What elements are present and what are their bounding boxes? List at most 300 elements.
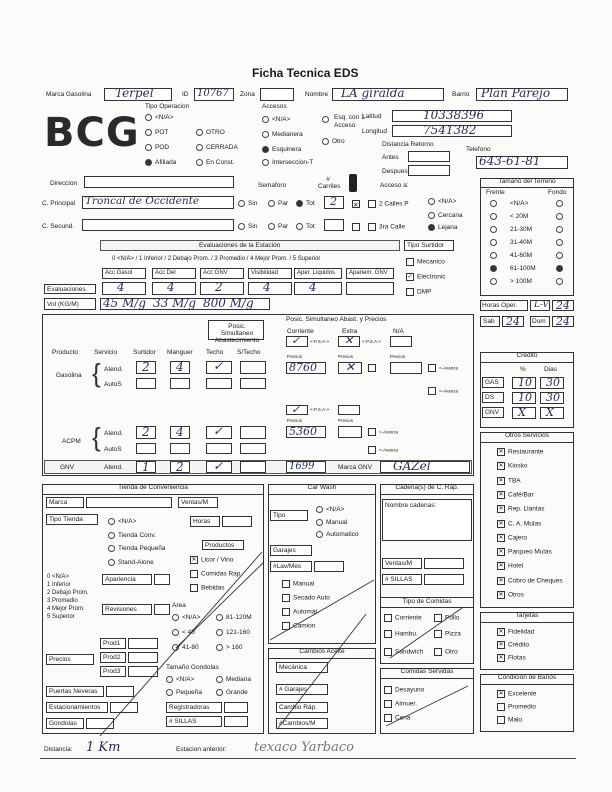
acpm-precio-2[interactable] — [338, 426, 362, 438]
acpm-surtidor-field[interactable]: 2 — [136, 426, 156, 439]
cadena-ventas-field[interactable] — [424, 558, 464, 569]
cw-check-2[interactable]: Automát. — [282, 608, 319, 616]
gondolas-field[interactable] — [86, 718, 114, 729]
checkbox-icon — [428, 387, 436, 395]
nombre-cadenas-field[interactable]: Nombre cadenas: — [382, 499, 472, 541]
acpm-precio-1[interactable]: 5360 — [286, 426, 326, 438]
semaforo-check[interactable] — [352, 200, 363, 208]
area-option-5[interactable]: > 160 — [216, 644, 242, 651]
checkbox-checked-icon: ✕ — [498, 477, 504, 484]
gasolina-stecho-autos[interactable] — [240, 378, 266, 389]
radio-icon — [196, 144, 203, 151]
c-secund-field[interactable] — [82, 219, 234, 231]
evaluaciones-title: Evaluaciones de la Estación — [199, 242, 281, 249]
tamano-option-3[interactable]: Grande — [216, 689, 248, 696]
acpm-surtidor-autos[interactable] — [136, 443, 156, 454]
comida-1[interactable]: Pollo — [434, 614, 459, 622]
gasolina-avanza-1[interactable]: <-Avanza — [428, 364, 458, 372]
eval-value-4[interactable]: 4 — [294, 282, 342, 295]
brace-icon: { — [92, 422, 101, 452]
radio-icon — [196, 159, 203, 166]
credito-dias-1[interactable]: 30 — [540, 392, 564, 404]
distancia-retorno-label: Distancia Retorno — [382, 141, 434, 148]
otros-servicio-7[interactable]: ✕ Parqueo Mulas — [498, 548, 552, 556]
acpm-techo-field[interactable]: ✓ — [206, 426, 232, 439]
checkbox-icon — [384, 648, 392, 656]
acpm-stecho-autos[interactable] — [240, 443, 266, 454]
registradoras-label: Registradoras — [166, 702, 222, 713]
gasolina-techo-field[interactable]: ✓ — [206, 361, 232, 374]
fondo-label: Fondo — [548, 189, 567, 196]
puertas-neveras-field[interactable] — [106, 686, 134, 697]
tarjeta-0[interactable]: ✕ Fidelidad — [498, 628, 535, 636]
horas-oper-field[interactable]: L-V — [530, 300, 550, 311]
cw-check-1[interactable]: Secado Auto — [282, 594, 330, 602]
checkbox-icon — [384, 714, 392, 722]
frente-label: Frente — [486, 189, 505, 196]
lav-mes-field[interactable] — [314, 561, 344, 572]
latitud-label: Latitud — [362, 113, 382, 120]
otros-servicio-9[interactable]: ✕ Cobro de Cheques — [498, 577, 563, 585]
cadena-title: Cadena(s) de C. Ráp. — [380, 484, 474, 495]
tienda-title: Tienda de Conveniencia — [42, 484, 264, 495]
otros-servicio-4[interactable]: ✕ Rep. Llantas — [498, 505, 545, 513]
radio-icon — [556, 239, 563, 246]
tipo-op-na[interactable]: <N/A> — [145, 114, 173, 121]
terreno-option-4: 41-60M — [510, 252, 533, 259]
evaluaciones-title-bar — [100, 240, 400, 251]
eval-value-3[interactable]: 4 — [248, 282, 292, 295]
id-field[interactable] — [194, 88, 234, 101]
acceso-na[interactable]: <N/A> — [428, 198, 456, 205]
checkbox-icon — [497, 703, 505, 711]
gnv-techo-field[interactable]: ✓ — [206, 461, 232, 473]
checkbox-checked-icon: ✕ — [498, 491, 504, 498]
gnv-manguer-field[interactable]: 2 — [170, 461, 190, 473]
vol-field[interactable] — [100, 298, 270, 310]
revisiones-field[interactable] — [154, 604, 170, 615]
tamano-option-1[interactable]: Mediana — [216, 676, 251, 683]
nombre-value: LA giralda — [341, 86, 405, 100]
gasolina-stecho-field[interactable] — [240, 361, 266, 374]
tipo-op-afiliada[interactable]: Afiliada — [145, 159, 176, 166]
terreno-option-3: 31-40M — [510, 239, 533, 246]
otros-servicio-10[interactable]: ✕ Otros — [498, 591, 524, 599]
terreno-fondo-3[interactable] — [556, 239, 566, 246]
servida-1[interactable]: Almuer. — [384, 700, 417, 708]
checkbox-icon — [282, 580, 290, 588]
credito-pct-2[interactable]: X — [512, 407, 536, 419]
gasolina-precio-check[interactable] — [368, 364, 379, 372]
tienda-producto-1[interactable]: Comidas Rap. — [190, 570, 242, 578]
radio-icon — [490, 239, 497, 246]
acpm-precios-label-1: Precios — [287, 418, 303, 423]
servicio-label: Servicio — [94, 349, 118, 356]
surtidor-mecanico[interactable]: Mecanico — [406, 258, 445, 266]
escala-0: 0 <N/A> — [47, 574, 70, 580]
area-option-4[interactable]: 121-160 — [216, 629, 250, 636]
checkbox-checked-icon: ✓ — [407, 274, 413, 280]
checkbox-checked-icon: ✕ — [498, 629, 504, 635]
tienda-producto-2[interactable]: Bebidas — [190, 584, 225, 592]
tipo-op-pot[interactable]: POT — [145, 129, 168, 136]
otros-servicio-2[interactable]: ✕ TBA — [498, 477, 521, 485]
garajes2-label: # Garajes — [276, 684, 328, 695]
gasolina-precio-extra[interactable]: ✕ — [338, 362, 362, 374]
psa-label-2: <-P.S.A-> — [362, 339, 382, 344]
lav-mes-label: #Lav/Mes — [270, 561, 312, 572]
tienda-sillas-field[interactable] — [224, 716, 248, 727]
checkbox-checked-icon: ✕ — [498, 506, 504, 513]
gasolina-manguer-field[interactable]: 4 — [170, 361, 190, 374]
acpm-manguer-field[interactable]: 4 — [170, 426, 190, 439]
c-principal-tot[interactable]: Tot — [296, 200, 315, 207]
gasolina-techo-autos[interactable] — [206, 378, 232, 389]
surtidor-dmp[interactable]: DMP — [406, 288, 431, 296]
cadena-sillas-field[interactable] — [424, 574, 464, 585]
tipo-op-cerrada[interactable]: CERRADA — [196, 144, 238, 151]
checkbox-icon — [434, 630, 442, 638]
registradoras-field[interactable] — [224, 702, 248, 713]
credito-dias-0[interactable]: 30 — [540, 377, 564, 389]
gasolina-label: Gasolina — [56, 372, 82, 379]
checkbox-checked-icon: ✕ — [498, 549, 504, 556]
area-option-0[interactable]: <N/A> — [172, 614, 200, 621]
precios-label-1: Precios — [287, 354, 303, 359]
cw-check-3[interactable]: Camion — [282, 622, 315, 630]
radio-icon — [216, 676, 223, 683]
corriente-label: Corriente — [287, 328, 314, 335]
latitud-field[interactable] — [392, 110, 512, 122]
two-calles-check[interactable]: 2 Calles P — [368, 200, 409, 208]
carriles-secund-field[interactable] — [324, 219, 344, 231]
car-wash-title: Car Wash — [268, 484, 376, 495]
banos-0[interactable]: ✕ Excelente — [498, 690, 537, 698]
telefono-value: 643-61-81 — [479, 154, 541, 168]
tienda-tipo-3[interactable]: Stand-Alone — [108, 559, 154, 566]
nombre-field[interactable] — [332, 88, 444, 101]
cambios-mes-label: #Cambios/M — [276, 718, 328, 729]
radio-icon — [145, 114, 152, 121]
servida-0[interactable]: Desayuno — [384, 686, 424, 694]
radio-selected-icon — [296, 200, 303, 207]
eval-value-2[interactable]: 2 — [200, 282, 244, 295]
psa-corriente[interactable]: ✓ — [286, 336, 308, 347]
radio-selected-icon — [428, 224, 435, 231]
escala-2: 2 Debajo Prom. — [47, 590, 89, 596]
checkbox-checked-icon: ✕ — [498, 520, 504, 527]
terreno-fondo-6[interactable] — [556, 278, 566, 285]
tipo-op-otro[interactable]: OTRO — [196, 129, 225, 136]
horas-num-field[interactable]: 24 — [552, 300, 574, 311]
accesos-interseccion[interactable]: Interseccion-T — [262, 159, 313, 166]
posic-simultaneo-box: Posic. Simultaneo Abastecimiento — [208, 320, 264, 340]
tienda-marca-field[interactable] — [86, 497, 172, 508]
barrio-field[interactable] — [476, 88, 568, 101]
escala-4: 4 Mejor Prom. — [47, 606, 85, 612]
radio-icon — [145, 144, 152, 151]
terreno-frente-3[interactable] — [490, 239, 500, 246]
radio-selected-icon — [145, 159, 152, 166]
radio-icon — [238, 200, 245, 207]
prod-field-1[interactable] — [128, 652, 158, 663]
evaluaciones-scale: 0 <N/A> / 1 Inferior / 2 Debajo Prom. / 3 Promedio / 4 Mejor Prom. / 5 Superior — [112, 256, 321, 262]
radio-icon — [108, 545, 115, 552]
cambio-rap-label: Cambio Ráp. — [276, 702, 328, 713]
checkbox-checked-icon: ✕ — [498, 592, 504, 598]
accesos-na[interactable]: <N/A> — [262, 116, 290, 123]
accesos-medianera[interactable]: Medianera — [262, 131, 303, 138]
gnv-stecho-field[interactable] — [240, 461, 266, 473]
zona-field[interactable] — [260, 88, 294, 101]
despues-label: Despues — [382, 168, 408, 175]
terreno-frente-4[interactable] — [490, 252, 500, 259]
terreno-frente-1[interactable] — [490, 213, 500, 220]
area-option-1[interactable]: < 40 — [172, 629, 195, 636]
tres-calle-check[interactable]: 3ra Calle — [368, 223, 405, 231]
comidas-servidas-title: Comidas Servidas — [380, 668, 474, 679]
checkbox-icon — [190, 584, 198, 592]
longitud-label: Longitud — [362, 128, 387, 135]
tamano-option-0[interactable]: <N/A> — [166, 676, 194, 683]
c-principal-sin[interactable]: Sin — [238, 200, 257, 207]
escala-5: 5 Superior — [47, 614, 75, 620]
radio-icon — [556, 213, 563, 220]
sab-field[interactable]: 24 — [502, 316, 524, 327]
tienda-tipo-2[interactable]: Tienda Pequeña — [108, 545, 165, 552]
radio-icon — [172, 644, 179, 651]
acpm-avanza-2[interactable]: <-Avanza — [368, 446, 398, 454]
radio-icon — [262, 159, 269, 166]
gasolina-manguer-autos[interactable] — [170, 378, 190, 389]
acpm-avanza-1[interactable]: <-Avanza — [368, 428, 398, 436]
checkbox-icon — [368, 223, 376, 231]
checkbox-checked-icon: ✕ — [498, 463, 504, 470]
despues-field[interactable] — [408, 165, 450, 176]
apariencia-field[interactable] — [154, 574, 170, 585]
semaforo-secund-check[interactable] — [352, 223, 363, 231]
otros-servicio-6[interactable]: ✕ Cajero — [498, 534, 528, 542]
acpm-psa-2[interactable] — [338, 405, 360, 415]
tipo-operacion-title: Tipo Operacion — [145, 103, 190, 110]
radio-icon — [108, 559, 115, 566]
comida-2[interactable]: Hambu. — [384, 630, 418, 638]
area-option-3[interactable]: 81-120M — [216, 614, 252, 621]
credito-pct-0[interactable]: 10 — [512, 377, 536, 389]
dom-field[interactable]: 24 — [552, 316, 574, 327]
c-secund-sin[interactable]: Sin — [238, 223, 257, 230]
radio-icon — [166, 689, 173, 696]
credito-dias-2[interactable]: X — [540, 407, 564, 419]
puertas-neveras-label: Puertas Neveras — [46, 686, 104, 697]
eval-col-3: Visibilidad — [248, 268, 292, 279]
eval-col-4: Aper. Liquidos — [294, 268, 342, 279]
checkbox-checked-icon: ✕ — [353, 202, 359, 209]
acpm-autos-label: AutoS — [104, 446, 122, 453]
cw-tipo-2[interactable]: Automatico — [316, 531, 359, 538]
tienda-precios-label: Precios — [46, 654, 94, 665]
radio-selected-icon — [490, 265, 497, 272]
gasolina-surtidor-autos[interactable] — [136, 378, 156, 389]
psa-extra[interactable]: ✕ — [338, 336, 360, 347]
psa-na[interactable] — [390, 336, 412, 347]
otros-servicio-3[interactable]: ✕ Café/Bar — [498, 491, 534, 499]
tarjeta-1[interactable]: ✕ Crédito — [498, 641, 529, 649]
telefono-field[interactable] — [476, 156, 568, 169]
acceso-cercana[interactable]: Cercana — [428, 212, 463, 219]
extra-label: Extra — [342, 328, 358, 335]
tipo-op-en-const[interactable]: En Const. — [196, 159, 235, 166]
terreno-fondo-0[interactable] — [556, 200, 566, 207]
estacionamientos-field[interactable] — [110, 702, 138, 713]
terreno-fondo-4[interactable] — [556, 252, 566, 259]
c-principal-par[interactable]: Par — [268, 200, 288, 207]
comida-5[interactable]: Otro — [434, 648, 458, 656]
car-wash-tipo-label: Tipo — [270, 510, 308, 521]
gasolina-precio-na[interactable] — [390, 362, 422, 374]
otros-servicio-0[interactable]: ✕ Restaurante — [498, 448, 544, 456]
c-secund-par[interactable]: Par — [268, 223, 288, 230]
evaluaciones-row-label: Evaluaciones — [44, 284, 96, 294]
acpm-techo-autos[interactable] — [206, 443, 232, 454]
c-principal-field[interactable] — [82, 196, 234, 209]
gasolina-surtidor-field[interactable]: 2 — [136, 361, 156, 374]
cw-tipo-0[interactable]: <N/A> — [316, 506, 344, 513]
acceso-lejana[interactable]: Lejana — [428, 224, 458, 231]
accesos-otro[interactable]: Otro — [322, 138, 345, 145]
precios-label-3: Precios — [390, 354, 406, 359]
eval-value-1[interactable]: 4 — [152, 282, 196, 295]
checkbox-icon — [434, 614, 442, 622]
tamano-option-2[interactable]: Pequeña — [166, 689, 202, 696]
prod-label-2: Prod3 — [100, 666, 126, 677]
terreno-frente-0[interactable] — [490, 200, 500, 207]
gnv-precio-field[interactable]: 1699 — [286, 461, 326, 473]
radio-icon — [262, 131, 269, 138]
terreno-frente-6[interactable] — [490, 278, 500, 285]
checkbox-icon — [384, 614, 392, 622]
brace-icon: { — [92, 358, 101, 388]
credito-row-label-0: GAS — [482, 377, 504, 388]
acpm-stecho-field[interactable] — [240, 426, 266, 439]
eval-col-2: Acc GNV — [200, 268, 244, 279]
area-option-2[interactable]: 41-80 — [172, 644, 199, 651]
checkbox-checked-icon: ✕ — [498, 642, 504, 648]
gondolas-label: Gondolas — [46, 718, 84, 729]
direccion-field[interactable] — [84, 176, 234, 188]
comida-3[interactable]: Pizza — [434, 630, 461, 638]
credito-pct-1[interactable]: 10 — [512, 392, 536, 404]
gasolina-avanza-2[interactable]: <-Avanza — [428, 387, 458, 395]
radio-icon — [172, 629, 179, 636]
radio-icon — [322, 138, 329, 145]
checkbox-icon — [428, 364, 436, 372]
semaforo-label: Semaforo — [258, 182, 287, 189]
terreno-fondo-1[interactable] — [556, 213, 566, 220]
tarjeta-2[interactable]: ✕ Flotas — [498, 654, 526, 662]
antes-field[interactable] — [408, 151, 450, 162]
checkbox-icon — [368, 428, 376, 436]
cw-tipo-1[interactable]: Manual — [316, 519, 347, 526]
radio-icon — [556, 252, 563, 259]
comida-4[interactable]: Sandwich — [384, 648, 423, 656]
marca-gasolina-field[interactable] — [104, 88, 172, 101]
checkbox-checked-icon: ✕ — [498, 534, 504, 541]
comida-0[interactable]: Corriente — [384, 614, 422, 622]
accesos-esquinera[interactable]: Esquinera — [262, 146, 301, 153]
terreno-frente-5[interactable] — [490, 265, 500, 272]
tarjetas-title: Tarjetas — [480, 612, 574, 623]
gasolina-precio-corriente[interactable]: 8760 — [286, 362, 326, 374]
carriles-label: # Carriles — [318, 176, 341, 190]
c-secund-tot[interactable]: Tot — [296, 223, 315, 230]
surtidor-electronic[interactable]: ✓ Electronic — [407, 273, 446, 281]
gnv-surtidor-field[interactable]: 1 — [136, 461, 156, 473]
radio-icon — [490, 200, 497, 207]
radio-icon — [296, 223, 303, 230]
accesos-esq-1[interactable] — [322, 116, 332, 123]
tipo-op-pod[interactable]: POD — [145, 144, 169, 151]
tienda-producto-0[interactable]: ✕ Licor / Vino — [191, 556, 234, 564]
marca-gnv-field[interactable]: GAZel — [380, 461, 470, 473]
otros-servicio-8[interactable]: ✕ Hotel — [498, 563, 524, 571]
credito-row-label-1: DS — [482, 392, 504, 403]
terreno-frente-2[interactable] — [490, 226, 500, 233]
otros-servicio-5[interactable]: ✕ C. A. Mulas — [498, 520, 542, 528]
posic-simultaneo-title2: Posic. Simultaneo Abast. y Precios — [286, 316, 387, 323]
radio-icon — [166, 676, 173, 683]
tienda-horas-field[interactable] — [222, 516, 252, 527]
longitud-field[interactable] — [392, 125, 512, 137]
productos-label: Productos — [202, 540, 244, 550]
checkbox-icon — [282, 608, 290, 616]
longitud-value: 7541382 — [423, 123, 477, 137]
area-label: Area — [172, 602, 186, 609]
acceso-a-label: Acceso a: — [380, 182, 409, 189]
eval-value-0[interactable]: 4 — [102, 282, 146, 295]
terreno-fondo-5[interactable] — [556, 265, 566, 272]
carriles-field[interactable] — [324, 196, 344, 209]
c-principal-value: Troncal de Occidente — [85, 195, 200, 207]
banos-2[interactable]: Malo — [497, 716, 522, 724]
checkbox-icon — [406, 288, 414, 296]
servida-2[interactable]: Cena — [384, 714, 411, 722]
tienda-tipo-0[interactable]: <N/A> — [108, 518, 136, 525]
checkbox-icon — [434, 648, 442, 656]
otros-servicio-1[interactable]: ✕ Kiosko — [498, 463, 528, 471]
techo-col-label: Techo — [206, 349, 224, 356]
cadena-sillas-label: # SILLAS — [382, 574, 422, 585]
tipo-tienda-label: Tipo Tienda — [46, 514, 98, 525]
radio-icon — [428, 198, 435, 205]
radio-icon — [490, 278, 497, 285]
cw-check-0[interactable]: Manual — [282, 580, 314, 588]
prod-field-0[interactable] — [128, 638, 158, 649]
prod-field-2[interactable] — [128, 666, 158, 677]
acpm-psa-1[interactable]: ✓ — [286, 405, 308, 415]
tamano-terreno-title: Tamaño del Terreno — [480, 178, 574, 188]
terreno-option-0: <N/A> — [510, 200, 529, 207]
zona-label: Zona — [240, 91, 255, 98]
horas-oper-label: Horas Oper. — [480, 300, 528, 311]
tienda-tipo-1[interactable]: Tienda Conv. — [108, 532, 156, 539]
radio-selected-icon — [262, 146, 269, 153]
acpm-manguer-autos[interactable] — [170, 443, 190, 454]
radio-icon — [322, 116, 329, 123]
eval-value-5[interactable] — [346, 282, 394, 295]
banos-1[interactable]: Promedio — [497, 703, 536, 711]
terreno-fondo-2[interactable] — [556, 226, 566, 233]
